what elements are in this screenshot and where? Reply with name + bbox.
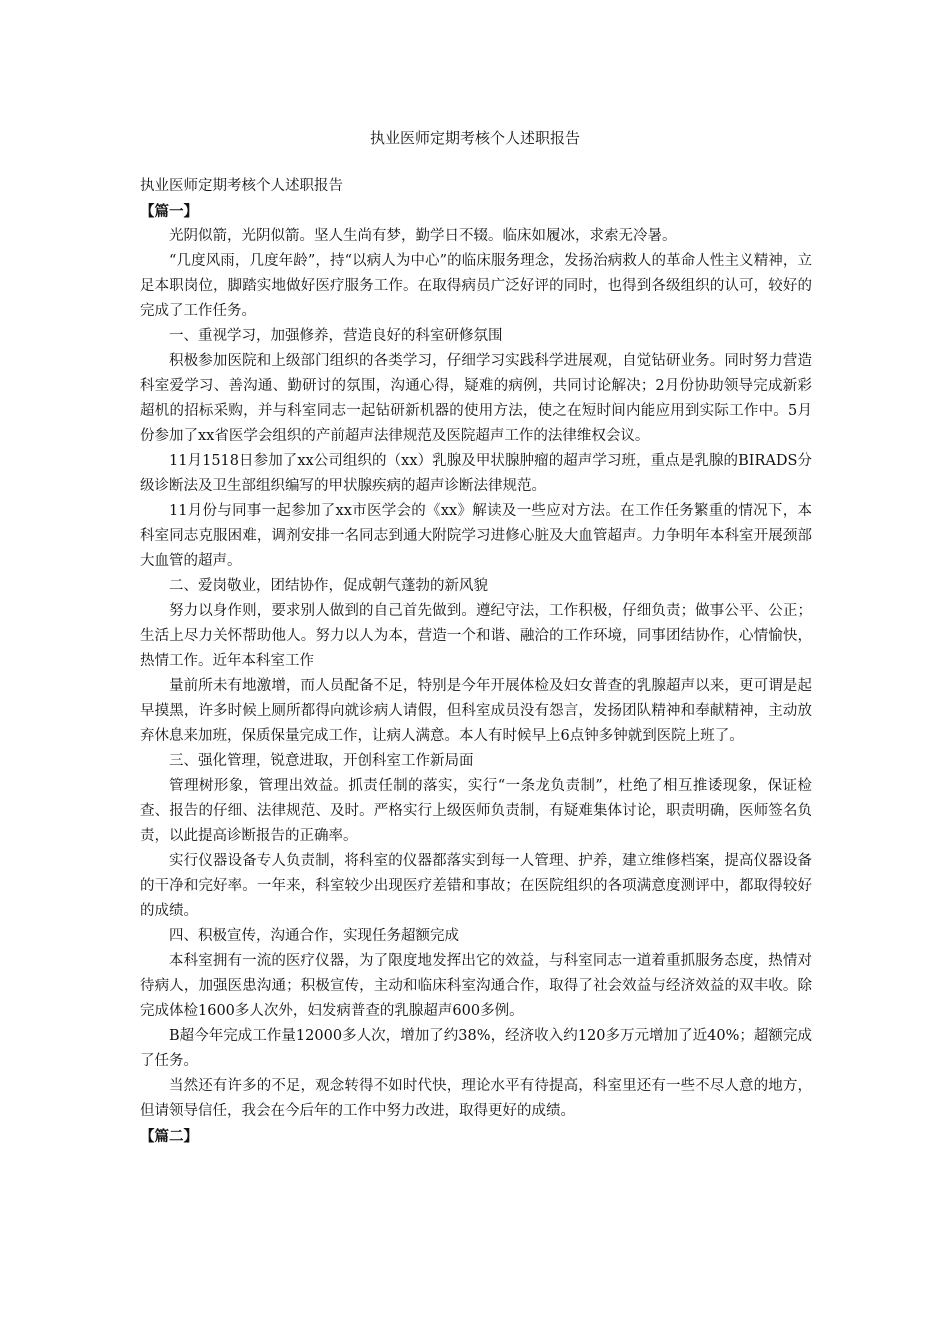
document-body <box>140 174 812 1149</box>
document-subtitle: 执业医师定期考核个人述职报告 <box>140 178 343 194</box>
section-heading: 一、重视学习，加强修养，营造良好的科室研修氛围 <box>169 328 503 344</box>
paragraph: 量前所未有地激增，而人员配备不足，特别是今年开展体检及妇女普查的乳腺超声以来，更可谓是起早摸黑，许多时候上厕所都得向就诊病人请假，但科室成员没有怨言，发扬团队精神和奉献精神，主动放弃休息来加班，保质保量完成工作，让病人满意。本人有时候早上6点钟多钟就到医院上班了。 <box>140 678 812 744</box>
document-title: 执业医师定期考核个人述职报告 <box>369 129 580 147</box>
section-marker-1: 【篇一】 <box>140 203 198 220</box>
paragraph: 努力以身作则，要求别人做到的自己首先做到。遵纪守法，工作积极，仔细负责；做事公平、公正；生活上尽力关怀帮助他人。努力以人为本，营造一个和谐、融洽的工作环境，同事团结协作，心情愉快，热情工作。近年本科室工作 <box>140 603 812 669</box>
paragraph: 实行仪器设备专人负责制，将科室的仪器都落实到每一人管理、护养，建立维修档案，提高仪器设备的干净和完好率。一年来，科室较少出现医疗差错和事故；在医院组织的各项满意度测评中，都取得较好的成绩。 <box>140 853 812 919</box>
paragraph: 11月份与同事一起参加了xx市医学会的《xx》解读及一些应对方法。在工作任务繁重的情况下，本科室同志克服困难，调剂安排一名同志到通大附院学习进修心脏及大血管超声。力争明年本科室开展颈部大血管的超声。 <box>140 503 812 569</box>
section-marker-2: 【篇二】 <box>140 1128 198 1145</box>
paragraph: 光阴似箭，光阴似箭。坚人生尚有梦，勤学日不辍。临床如履冰，求索无冷暑。 <box>169 228 677 244</box>
paragraph: B超今年完成工作量12000多人次，增加了约38%，经济收入约120多万元增加了近40%；超额完成了任务。 <box>140 1028 812 1069</box>
section-heading: 二、爱岗敬业，团结协作，促成朝气蓬勃的新风貌 <box>169 578 488 594</box>
section-heading: 四、积极宣传，沟通合作，实现任务超额完成 <box>169 928 459 944</box>
paragraph: 管理树形象，管理出效益。抓责任制的落实，实行“一条龙负责制”，杜绝了相互推诿现象，保证检查、报告的仔细、法律规范、及时。严格实行上级医师负责制，有疑难集体讨论，职责明确，医师签名负责，以此提高诊断报告的正确率。 <box>140 778 812 844</box>
paragraph: 本科室拥有一流的医疗仪器，为了限度地发挥出它的效益，与科室同志一道着重抓服务态度，热情对待病人，加强医患沟通；积极宣传，主动和临床科室沟通合作，取得了社会效益与经济效益的双丰收。除完成体检1600多人次外，妇发病普查的乳腺超声600多例。 <box>140 953 812 1019</box>
paragraph: 11月1518日参加了xx公司组织的（xx）乳腺及甲状腺肿瘤的超声学习班，重点是乳腺的BIRADS分级诊断法及卫生部组织编写的甲状腺疾病的超声诊断法律规范。 <box>140 453 812 494</box>
paragraph: 当然还有许多的不足，观念转得不如时代快，理论水平有待提高，科室里还有一些不尽人意的地方，但请领导信任，我会在今后年的工作中努力改进，取得更好的成绩。 <box>140 1078 812 1119</box>
paragraph: “几度风雨，几度年龄”，持“以病人为中心”的临床服务理念，发扬治病救人的革命人性主义精神，立足本职岗位，脚踏实地做好医疗服务工作。在取得病员广泛好评的同时，也得到各级组织的认可，较好的完成了工作任务。 <box>140 253 812 319</box>
paragraph: 积极参加医院和上级部门组织的各类学习，仔细学习实践科学进展观，自觉钻研业务。同时努力营造科室爱学习、善沟通、勤研讨的氛围，沟通心得，疑难的病例，共同讨论解决；2月份协助领导完成新彩超机的招标采购，并与科室同志一起钻研新机器的使用方法，使之在短时间内能应用到实际工作中。5月份参加了xx省医学会组织的产前超声法律规范及医院超声工作的法律维权会议。 <box>140 353 812 444</box>
section-heading: 三、强化管理，锐意进取，开创科室工作新局面 <box>169 753 474 769</box>
